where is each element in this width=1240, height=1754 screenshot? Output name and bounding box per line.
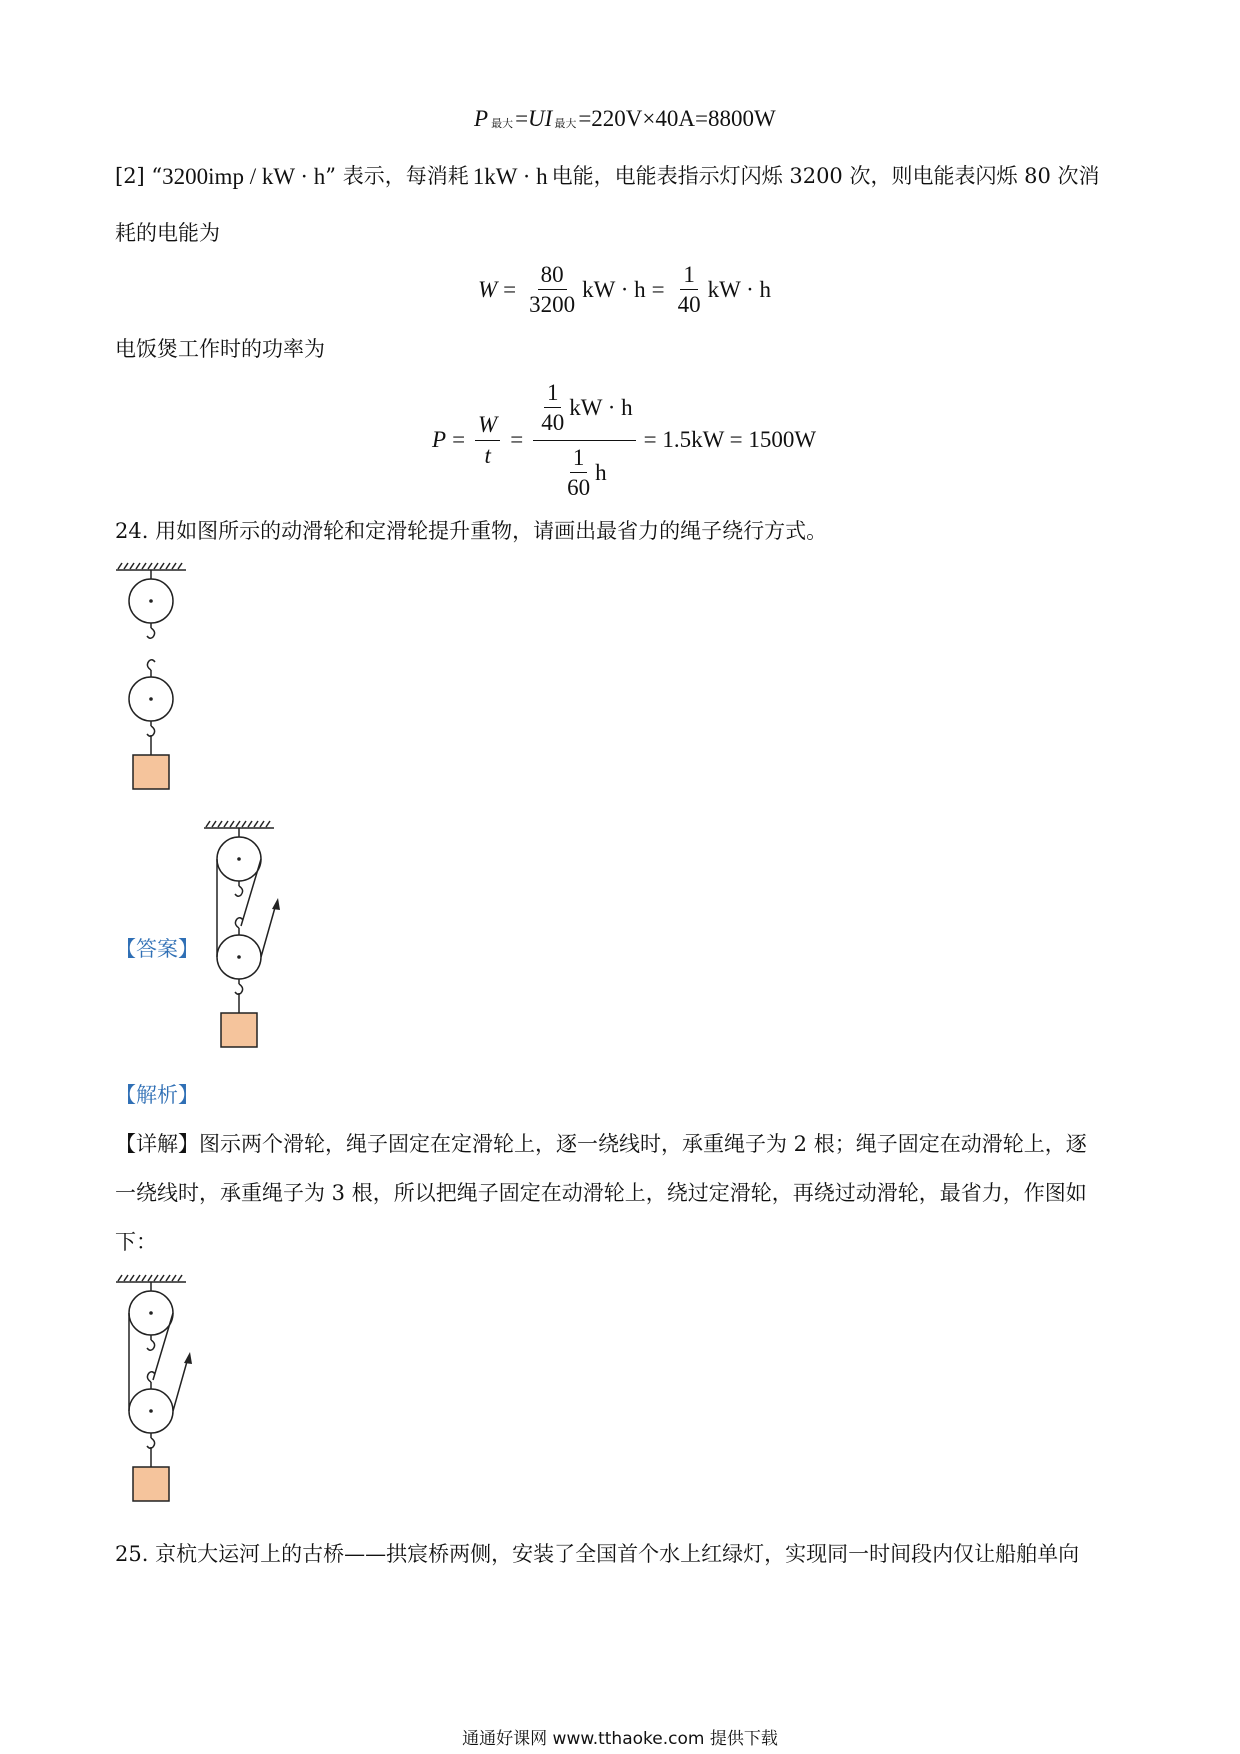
footer-source: 通通好课网 www.tthaoke.com 提供下载 [462, 1729, 778, 1749]
ceiling-hatch [118, 563, 182, 569]
fraction-80-3200: $\frac{80}{3200}$ [529, 262, 576, 318]
detail-line2: 一绕线时，承重绳子为 3 根，所以把绳子固定在动滑轮上，绕过定滑轮，再绕过动滑轮，最省力，作图如 [115, 1181, 1087, 1205]
pulley-diagram-detail [110, 1272, 210, 1527]
power-intro-line: 电饭煲工作时的功率为 [115, 337, 325, 361]
equation-max-power: P 最大 = UI 最大 =220V×40A=8800W [474, 106, 776, 131]
paragraph-2-line2: 耗的电能为 [115, 221, 220, 245]
equation-power: P = $\frac{W}{t}$ = $\frac{1}{40}$ kW · h $\frac{1}{60}$ h = 1.5kW = 1500W [432, 380, 817, 500]
fixed-pulley-hook [147, 628, 155, 638]
pulley-diagram-answer [198, 818, 298, 1073]
detail-line1: 【详解】 图示两个滑轮，绳子固定在定滑轮上，逐一绕线时，承重绳子为 2 根；绳子固定在动滑轮上，逐 [115, 1132, 1087, 1156]
fraction-1-40: $\frac{1}{40}$ [677, 262, 701, 318]
pulley-diagram-question [110, 560, 200, 810]
analysis-label: 【解析】 [115, 1083, 199, 1107]
question-24: 24. 用如图所示的动滑轮和定滑轮提升重物，请画出最省力的绳子绕行方式。 [115, 519, 828, 543]
equation-energy: W = $\frac{80}{3200}$ kW · h = $\frac{1}{40}$ kW · h [478, 262, 772, 318]
question-25: 25. 京杭大运河上的古桥——拱宸桥两侧，安装了全国首个水上红绿灯，实现同一时间段内仅让船舶单向 [115, 1542, 1080, 1566]
movable-pulley-top-hook [147, 660, 155, 670]
paragraph-2-line1: [2] “ 3200imp / kW · h ” 表示，每消耗 1kW · h 电能，电能表指示灯闪烁 3200 次，则电能表闪烁 80 次消 [115, 164, 1100, 189]
rope-middle [241, 859, 261, 926]
arrow-head [272, 898, 280, 910]
answer-label: 【答案】 [115, 937, 199, 961]
compound-fraction: $\frac{1}{40}$ kW · h $\frac{1}{60}$ h [533, 380, 635, 500]
rope-pull [261, 904, 276, 957]
fraction-w-t: $\frac{W}{t}$ [475, 412, 500, 468]
weight-block [133, 755, 169, 789]
detail-line3: 下： [115, 1230, 157, 1254]
